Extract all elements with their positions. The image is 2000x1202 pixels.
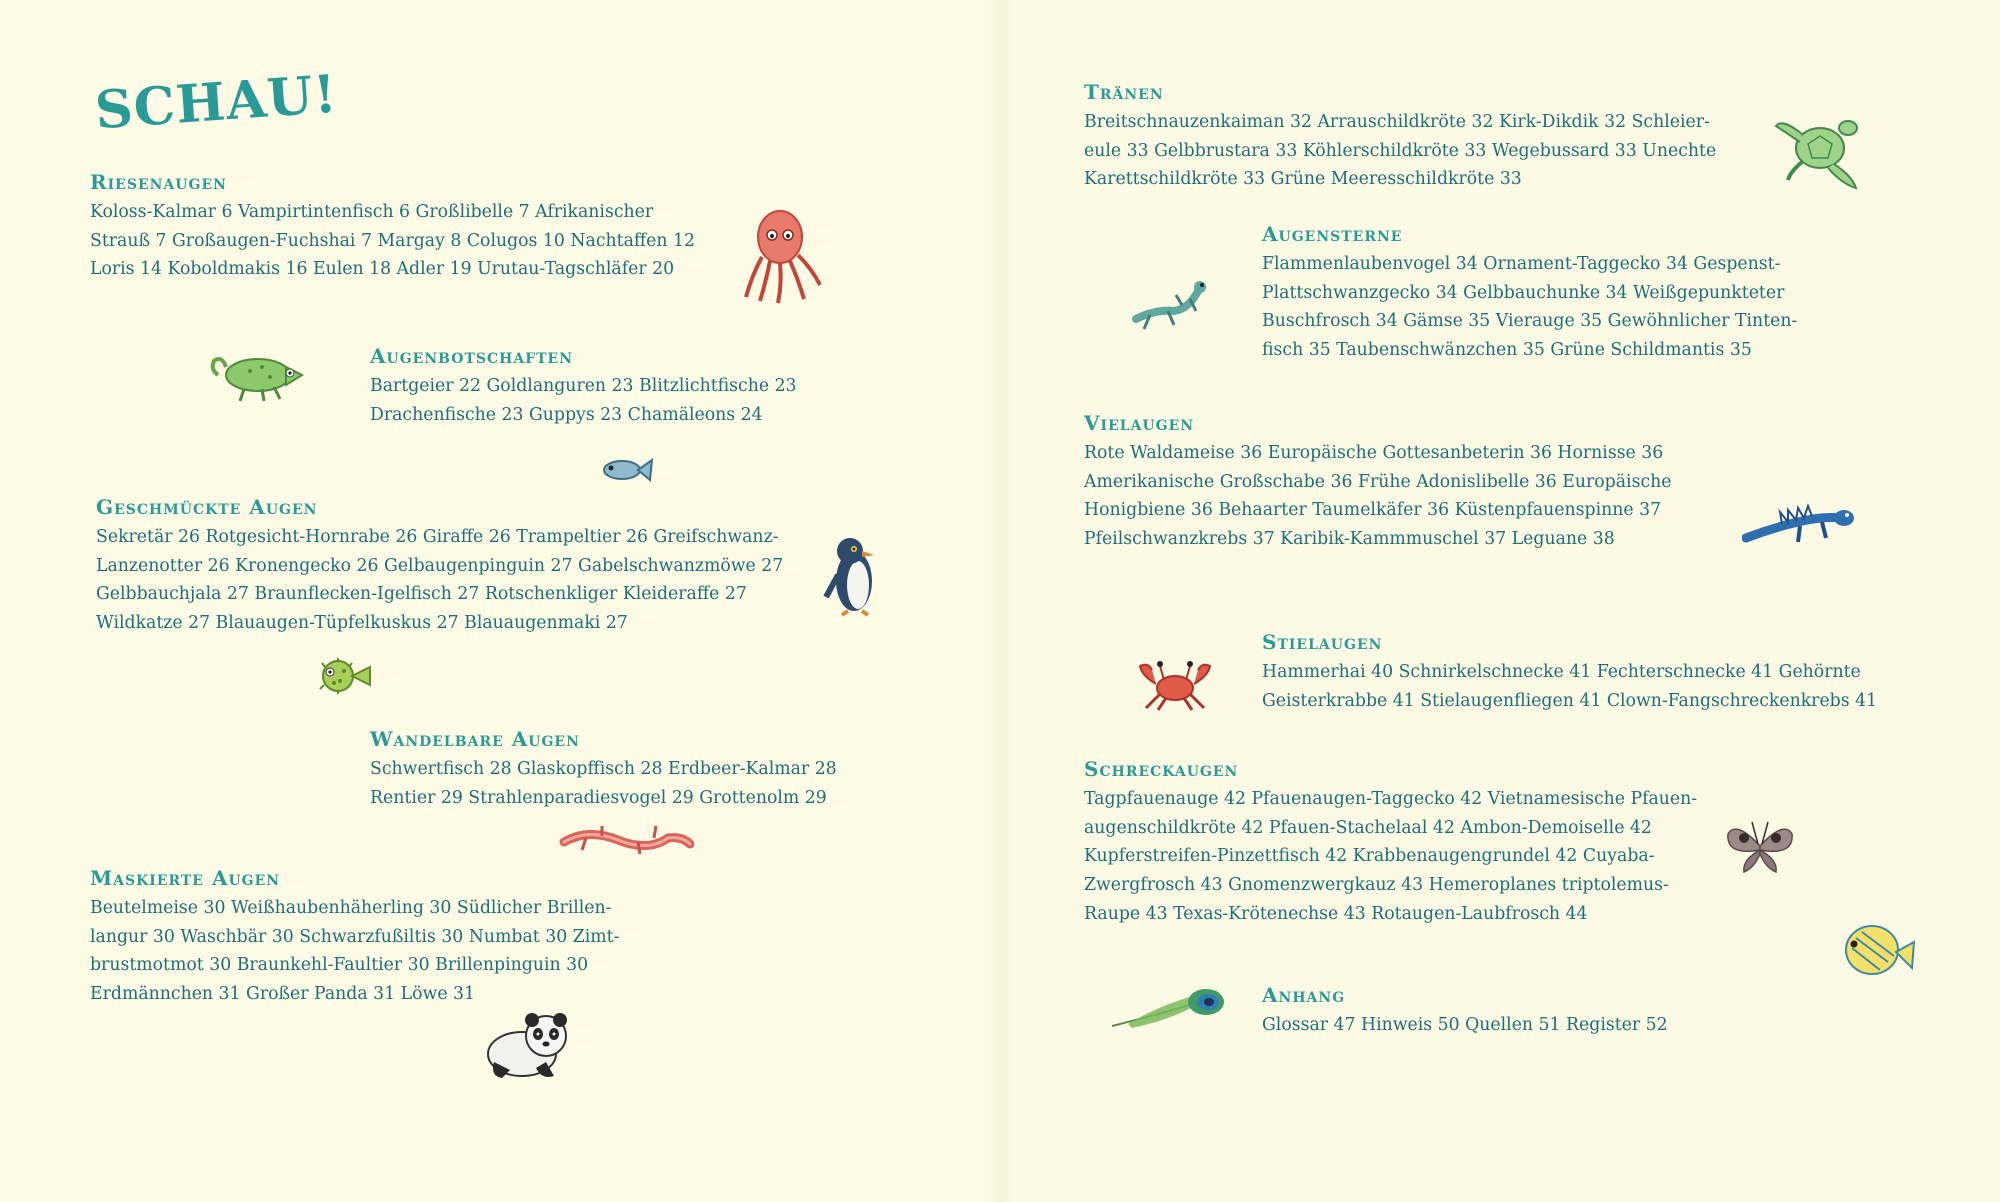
entry-line: Schwertfisch 28 Glaskopffisch 28 Erdbeer-Kalmar 28 (370, 759, 837, 779)
entry-line: Gelbbauchjala 27 Braunflecken-Igelfisch 27 Rotschenkliger Kleideraffe 27 (96, 584, 747, 605)
crab-illustration (1134, 654, 1216, 712)
section-body (1084, 439, 1671, 554)
section-heading: Augensterne (1262, 222, 1403, 246)
entry-line: langur 30 Waschbär 30 Schwarzfußiltis 30 Numbat 30 Zimt- (90, 926, 620, 947)
entry-line: Breitschnauzenkaiman 32 Arrauschildkröte 32 Kirk-Dikdik 32 Schleier- (1084, 112, 1710, 132)
butterflyfish-illustration (1836, 912, 1916, 986)
olm-illustration (558, 822, 694, 858)
section-geschmueckte-augen (96, 495, 783, 638)
page-title: SCHAU! (93, 63, 340, 142)
sea-turtle-illustration (1772, 104, 1864, 190)
section-heading: Wandelbare Augen (370, 727, 580, 751)
section-riesenaugen (90, 170, 695, 284)
entry-line: augenschildkröte 42 Pfauen-Stachelaal 42 Ambon-Demoiselle 42 (1084, 817, 1652, 838)
octopus-illustration (742, 205, 822, 305)
section-heading: Stielaugen (1262, 630, 1383, 654)
section-vielaugen (1084, 411, 1671, 554)
entry-line: Lanzenotter 26 Kronengecko 26 Gelbaugenpinguin 27 Gabelschwanzmöwe 27 (96, 555, 784, 576)
pufferfish-illustration (308, 655, 374, 697)
section-anhang (1262, 983, 1668, 1040)
section-body (96, 523, 783, 638)
entry-line: Buschfrosch 34 Gämse 35 Vierauge 35 Gewöhnlicher Tinten- (1262, 311, 1798, 332)
entry-line: Raupe 43 Texas-Krötenechse 43 Rotaugen-Laubfrosch 44 (1084, 903, 1588, 924)
entry-line: Loris 14 Koboldmakis 16 Eulen 18 Adler 19 Urutau-Tagschläfer 20 (90, 259, 675, 280)
section-heading: Tränen (1084, 80, 1164, 104)
peacock-feather-illustration (1108, 980, 1238, 1036)
entry-line: Wildkatze 27 Blauaugen-Tüpfelkuskus 27 Blauaugenmaki 27 (96, 613, 628, 634)
entry-line: Beutelmeise 30 Weißhaubenhäherling 30 Südlicher Brillen- (90, 898, 612, 918)
gecko-illustration (1130, 275, 1208, 335)
entry-line: Glossar 47 Hinweis 50 Quellen 51 Register 52 (1262, 1015, 1668, 1035)
book-gutter (985, 0, 1015, 1202)
section-body (1084, 108, 1716, 194)
section-augenbotschaften (370, 344, 797, 429)
entry-line: Geisterkrabbe 41 Stielaugenfliegen 41 Clown-Fangschreckenkrebs 41 (1262, 690, 1878, 711)
entry-line: Bartgeier 22 Goldlanguren 23 Blitzlichtfische 23 (370, 376, 797, 396)
penguin-illustration (820, 535, 892, 617)
entry-line: Strauß 7 Großaugen-Fuchshai 7 Margay 8 Colugos 10 Nachtaffen 12 (90, 230, 696, 251)
section-schreckaugen (1084, 757, 1697, 929)
entry-line: Karettschildkröte 33 Grüne Meeresschildkröte 33 (1084, 169, 1522, 190)
entry-line: Erdmännchen 31 Großer Panda 31 Löwe 31 (90, 984, 476, 1005)
entry-line: eule 33 Gelbbrustara 33 Köhlerschildkröte 33 Wegebussard 33 Unechte (1084, 140, 1717, 161)
section-stielaugen (1262, 630, 1877, 715)
section-body (90, 894, 619, 1009)
section-body (90, 198, 695, 284)
entry-line: Rote Waldameise 36 Europäische Gottesanbeterin 36 Hornisse 36 (1084, 443, 1664, 463)
section-heading: Riesenaugen (90, 170, 227, 194)
section-heading: Augenbotschaften (370, 344, 574, 368)
entry-line: Plattschwanzgecko 34 Gelbbauchunke 34 Weißgepunkteter (1262, 282, 1785, 303)
small-fish-illustration (600, 452, 654, 486)
moth-illustration (1722, 816, 1798, 876)
section-augensterne (1262, 222, 1797, 365)
entry-line: Sekretär 26 Rotgesicht-Hornrabe 26 Giraffe 26 Trampeltier 26 Greifschwanz- (96, 527, 779, 547)
panda-illustration (480, 1010, 576, 1080)
chameleon-illustration (200, 345, 310, 405)
section-maskierte-augen (90, 866, 619, 1009)
entry-line: Drachenfische 23 Guppys 23 Chamäleons 24 (370, 404, 763, 425)
section-body (1262, 1011, 1668, 1040)
entry-line: Flammenlaubenvogel 34 Ornament-Taggecko 34 Gespenst- (1262, 254, 1781, 274)
entry-line: Koloss-Kalmar 6 Vampirtintenfisch 6 Großlibelle 7 Afrikanischer (90, 202, 654, 222)
section-heading: Vielaugen (1084, 411, 1195, 435)
section-body (370, 372, 797, 429)
section-body (1262, 250, 1797, 365)
section-body (370, 755, 837, 812)
section-heading: Maskierte Augen (90, 866, 281, 890)
entry-line: Rentier 29 Strahlenparadiesvogel 29 Grottenolm 29 (370, 787, 827, 808)
entry-line: Tagpfauenauge 42 Pfauenaugen-Taggecko 42 Vietnamesische Pfauen- (1084, 789, 1698, 809)
entry-line: brustmotmot 30 Braunkehl-Faultier 30 Brillenpinguin 30 (90, 955, 589, 976)
section-heading: Schreckaugen (1084, 757, 1239, 781)
section-wandelbare-augen (370, 727, 837, 812)
section-heading: Geschmückte Augen (96, 495, 318, 519)
section-body (1262, 658, 1877, 715)
entry-line: Amerikanische Großschabe 36 Frühe Adonislibelle 36 Europäische (1084, 471, 1672, 492)
section-traenen (1084, 80, 1716, 194)
entry-line: fisch 35 Taubenschwänzchen 35 Grüne Schildmantis 35 (1262, 340, 1752, 361)
entry-line: Zwergfrosch 43 Gnomenzwergkauz 43 Hemeroplanes triptolemus- (1084, 875, 1669, 896)
section-heading: Anhang (1262, 983, 1346, 1007)
entry-line: Pfeilschwanzkrebs 37 Karibik-Kammmuschel 37 Leguane 38 (1084, 529, 1615, 550)
iguana-illustration (1742, 498, 1858, 550)
entry-line: Honigbiene 36 Behaarter Taumelkäfer 36 Küstenpfauenspinne 37 (1084, 500, 1662, 521)
entry-line: Kupferstreifen-Pinzettfisch 42 Krabbenaugengrundel 42 Cuyaba- (1084, 846, 1655, 867)
entry-line: Hammerhai 40 Schnirkelschnecke 41 Fechterschnecke 41 Gehörnte (1262, 662, 1861, 682)
section-body (1084, 785, 1697, 929)
